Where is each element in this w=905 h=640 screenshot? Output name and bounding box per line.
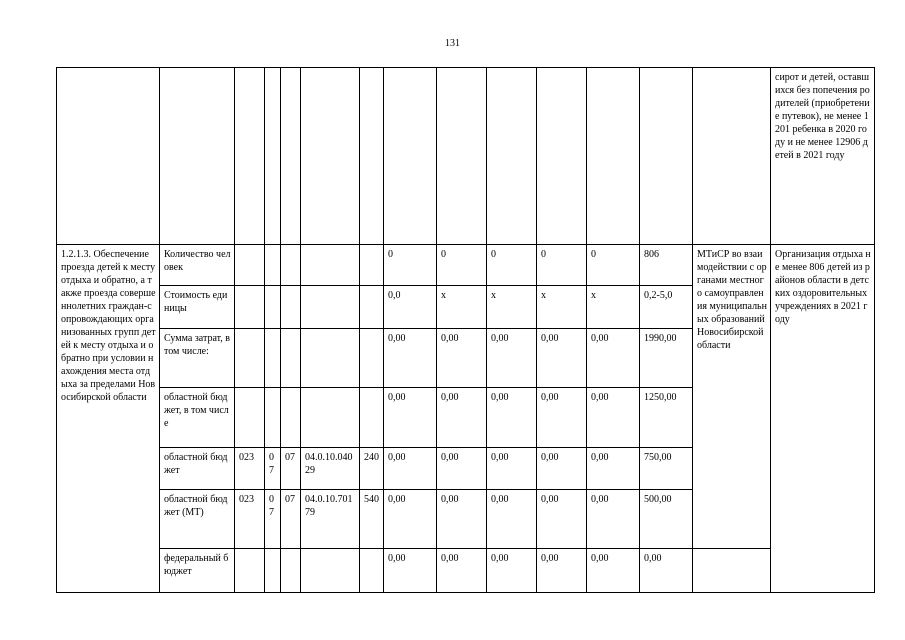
value-year-2: 0,00 bbox=[437, 490, 487, 549]
csr-code: 04.0.10.70179 bbox=[301, 490, 360, 549]
csr-code bbox=[301, 388, 360, 448]
csr-code bbox=[301, 286, 360, 329]
rz-code bbox=[265, 245, 281, 286]
value-year-5: 0 bbox=[587, 245, 640, 286]
indicator-label: Стоимость единицы bbox=[160, 286, 235, 329]
rz-code bbox=[265, 549, 281, 593]
vr-code: 240 bbox=[360, 448, 384, 490]
value-year-1: 0,00 bbox=[384, 549, 437, 593]
value-year-3: 0 bbox=[487, 245, 537, 286]
rz-code bbox=[265, 286, 281, 329]
csr-code bbox=[301, 329, 360, 388]
cell-empty bbox=[235, 68, 265, 245]
cell-empty bbox=[160, 68, 235, 245]
program-measures-table bbox=[56, 67, 875, 593]
value-year-1: 0,00 bbox=[384, 388, 437, 448]
value-year-5: 0,00 bbox=[587, 329, 640, 388]
value-year-4: 0,00 bbox=[537, 448, 587, 490]
value-year-2: 0 bbox=[437, 245, 487, 286]
table-row bbox=[57, 245, 875, 286]
rz-code bbox=[265, 388, 281, 448]
cell-empty bbox=[693, 549, 771, 593]
value-year-6: 0,00 bbox=[640, 549, 693, 593]
csr-code bbox=[301, 549, 360, 593]
cell-empty bbox=[587, 68, 640, 245]
indicator-label: областной бюджет, в том числе bbox=[160, 388, 235, 448]
indicator-label: Сумма затрат, в том числе: bbox=[160, 329, 235, 388]
value-year-6: 806 bbox=[640, 245, 693, 286]
vr-code bbox=[360, 329, 384, 388]
grbs-code bbox=[235, 549, 265, 593]
rz-code bbox=[265, 329, 281, 388]
vr-code bbox=[360, 245, 384, 286]
value-year-6: 750,00 bbox=[640, 448, 693, 490]
value-year-3: 0,00 bbox=[487, 388, 537, 448]
value-year-6: 500,00 bbox=[640, 490, 693, 549]
cell-empty bbox=[693, 68, 771, 245]
pr-code bbox=[281, 286, 301, 329]
indicator-label: федеральный бюджет bbox=[160, 549, 235, 593]
value-year-5: 0,00 bbox=[587, 549, 640, 593]
value-year-2: 0,00 bbox=[437, 388, 487, 448]
rz-code: 07 bbox=[265, 448, 281, 490]
value-year-3: 0,00 bbox=[487, 549, 537, 593]
pr-code: 07 bbox=[281, 490, 301, 549]
grbs-code: 023 bbox=[235, 448, 265, 490]
cell-empty bbox=[437, 68, 487, 245]
rz-code: 07 bbox=[265, 490, 281, 549]
cell-empty bbox=[301, 68, 360, 245]
value-year-6: 1990,00 bbox=[640, 329, 693, 388]
indicator-label: областной бюджет bbox=[160, 448, 235, 490]
csr-code: 04.0.10.04029 bbox=[301, 448, 360, 490]
value-year-6: 1250,00 bbox=[640, 388, 693, 448]
value-year-6: 0,2-5,0 bbox=[640, 286, 693, 329]
pr-code bbox=[281, 245, 301, 286]
value-year-5: 0,00 bbox=[587, 388, 640, 448]
cell-empty bbox=[281, 68, 301, 245]
vr-code bbox=[360, 286, 384, 329]
value-year-3: х bbox=[487, 286, 537, 329]
value-year-2: 0,00 bbox=[437, 549, 487, 593]
value-year-3: 0,00 bbox=[487, 329, 537, 388]
value-year-2: 0,00 bbox=[437, 448, 487, 490]
value-year-3: 0,00 bbox=[487, 448, 537, 490]
value-year-2: х bbox=[437, 286, 487, 329]
indicator-label: Количество человек bbox=[160, 245, 235, 286]
expected-result-continuation: сирот и детей, оставшихся без попечения родителей (приобретение путевок), не менее 1201 ребенка в 2020 году и не менее 12906 детей в 2021 году bbox=[771, 68, 875, 245]
cell-empty bbox=[384, 68, 437, 245]
value-year-1: 0,0 bbox=[384, 286, 437, 329]
pr-code bbox=[281, 388, 301, 448]
value-year-4: 0 bbox=[537, 245, 587, 286]
indicator-label: областной бюджет (МТ) bbox=[160, 490, 235, 549]
page-number: 131 bbox=[445, 38, 460, 49]
value-year-3: 0,00 bbox=[487, 490, 537, 549]
cell-empty bbox=[487, 68, 537, 245]
vr-code bbox=[360, 549, 384, 593]
value-year-4: х bbox=[537, 286, 587, 329]
value-year-1: 0,00 bbox=[384, 448, 437, 490]
table-row-continuation bbox=[57, 68, 875, 245]
cell-empty bbox=[57, 68, 160, 245]
value-year-5: 0,00 bbox=[587, 448, 640, 490]
grbs-code bbox=[235, 286, 265, 329]
pr-code bbox=[281, 549, 301, 593]
pr-code bbox=[281, 329, 301, 388]
cell-empty bbox=[640, 68, 693, 245]
grbs-code bbox=[235, 388, 265, 448]
value-year-1: 0,00 bbox=[384, 329, 437, 388]
grbs-code bbox=[235, 329, 265, 388]
cell-empty bbox=[265, 68, 281, 245]
value-year-4: 0,00 bbox=[537, 549, 587, 593]
csr-code bbox=[301, 245, 360, 286]
grbs-code bbox=[235, 245, 265, 286]
table-row bbox=[57, 549, 875, 593]
vr-code bbox=[360, 388, 384, 448]
value-year-5: х bbox=[587, 286, 640, 329]
value-year-5: 0,00 bbox=[587, 490, 640, 549]
measure-name: 1.2.1.3. Обеспечение проезда детей к месту отдыха и обратно, а также проезда совершеннолетних граждан-сопровождающих организованных групп детей к месту отдыха и обратно при условии нахождения места отдыха за пределами Новосибирской области bbox=[57, 245, 160, 593]
value-year-1: 0,00 bbox=[384, 490, 437, 549]
cell-empty bbox=[537, 68, 587, 245]
value-year-2: 0,00 bbox=[437, 329, 487, 388]
pr-code: 07 bbox=[281, 448, 301, 490]
vr-code: 540 bbox=[360, 490, 384, 549]
value-year-4: 0,00 bbox=[537, 388, 587, 448]
grbs-code: 023 bbox=[235, 490, 265, 549]
expected-result: Организация отдыха не менее 806 детей из районов области в детских оздоровительных учреждениях в 2021 году bbox=[771, 245, 875, 593]
value-year-4: 0,00 bbox=[537, 490, 587, 549]
value-year-1: 0 bbox=[384, 245, 437, 286]
value-year-4: 0,00 bbox=[537, 329, 587, 388]
executor: МТиСР во взаимодействии с органами местного самоуправления муниципальных образований Новосибирской области bbox=[693, 245, 771, 549]
cell-empty bbox=[360, 68, 384, 245]
